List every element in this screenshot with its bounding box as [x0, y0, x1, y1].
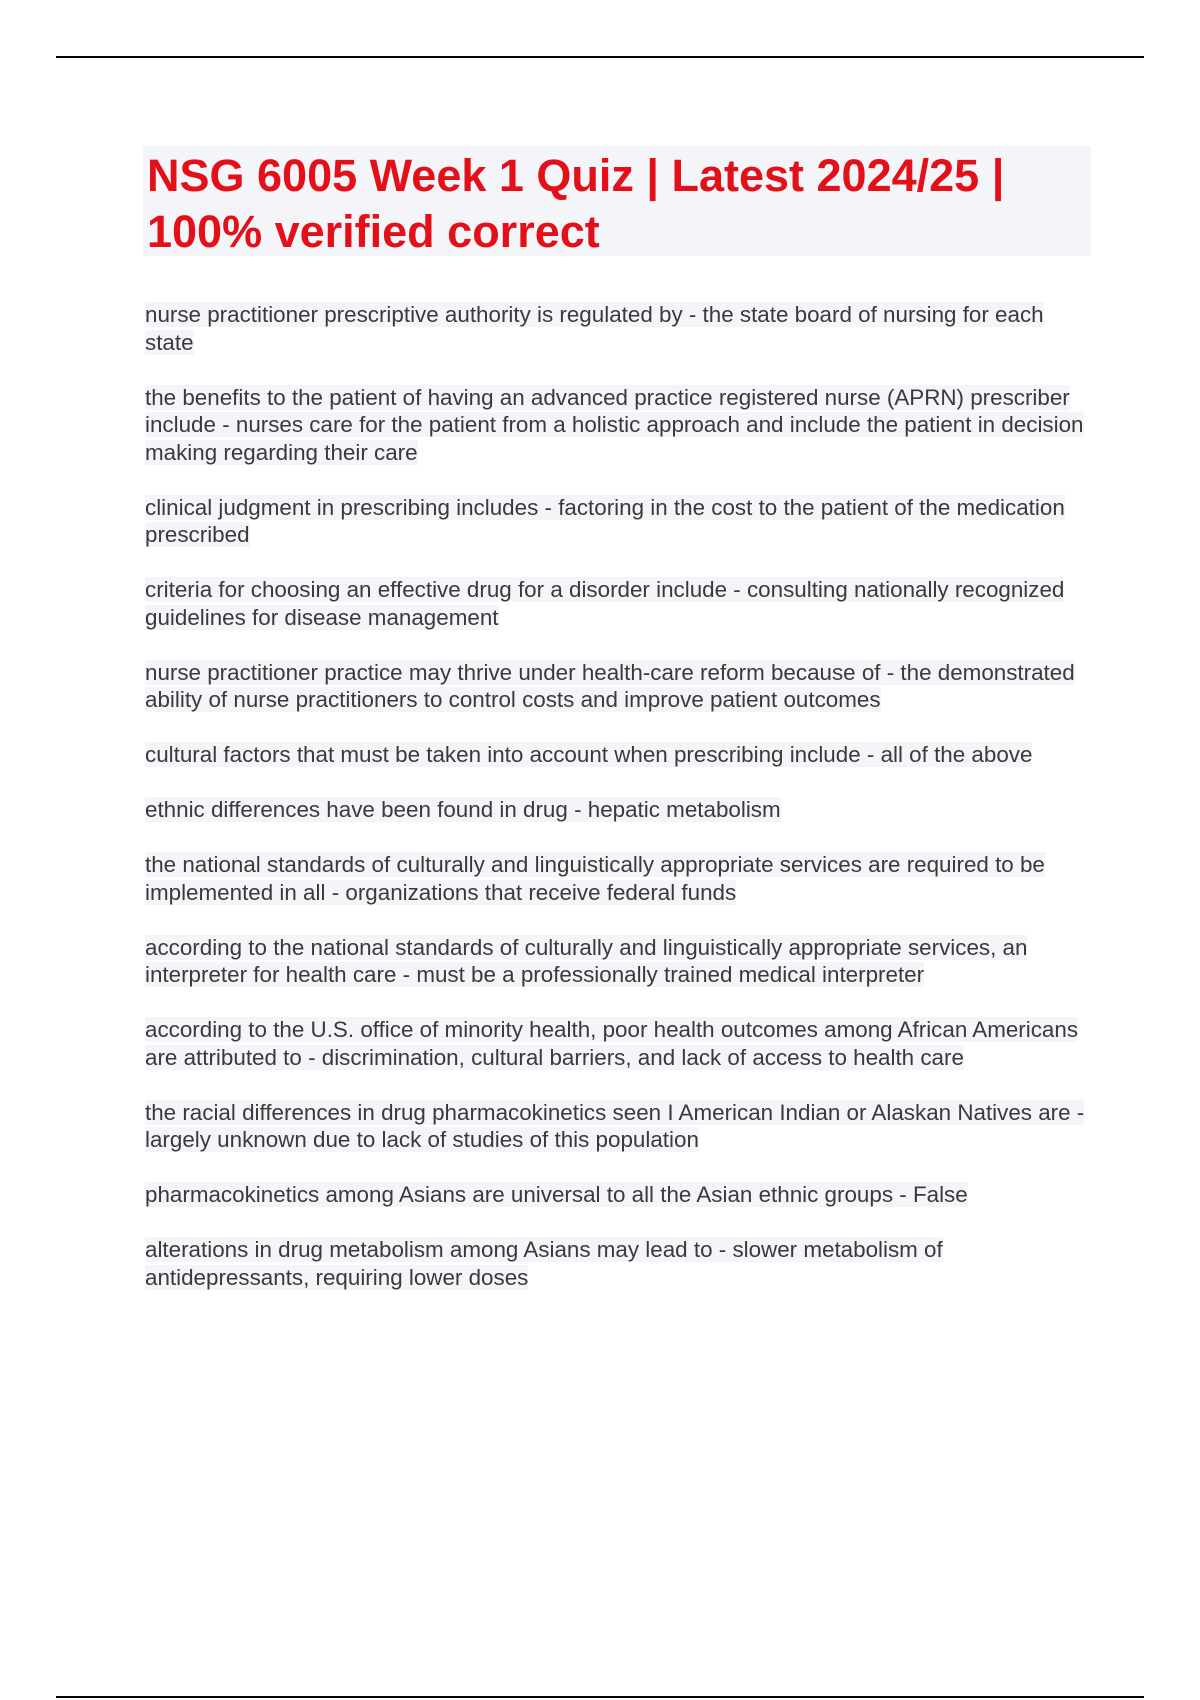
answer: consulting nationally recognized guidelines for disease management [145, 577, 1065, 630]
question: nurse practitioner prescriptive authority is regulated by [145, 302, 683, 327]
separator: - [301, 1044, 322, 1070]
page-title: NSG 6005 Week 1 Quiz | Latest 2024/25 | 100% verified correct [147, 150, 1005, 257]
qa-list [145, 301, 1085, 1319]
answer: nurses care for the patient from a holistic approach and include the patient in decision making regarding their care [145, 412, 1084, 465]
question: the benefits to the patient of having an advanced practice registered nurse (APRN) prescriber include [145, 384, 1070, 437]
qa-item [145, 384, 1085, 467]
qa-item [145, 796, 1085, 824]
qa-item [145, 934, 1085, 989]
separator: - [538, 494, 559, 520]
qa-item [145, 576, 1085, 631]
qa-item [145, 1099, 1085, 1154]
question: according to the U.S. office of minority health, poor health outcomes among African Americans are attributed to [145, 1017, 1079, 1070]
question: the racial differences in drug pharmacokinetics seen I American Indian or Alaskan Natives are [145, 1099, 1071, 1125]
question: according to the national standards of culturally and linguistically appropriate services, an interpreter for health care [145, 934, 1028, 987]
question: criteria for choosing an effective drug for a disorder include [145, 577, 728, 602]
answer: factoring in the cost to the patient of the medication prescribed [145, 494, 1065, 547]
question: nurse practitioner practice may thrive under health-care reform because of [145, 659, 881, 685]
answer: organizations that receive federal funds [345, 879, 737, 905]
separator: - [396, 962, 417, 987]
qa-item [145, 301, 1085, 356]
separator: - [1070, 1099, 1085, 1125]
answer: largely unknown due to lack of studies of this population [145, 1127, 699, 1152]
bottom-rule [56, 1696, 1144, 1698]
question: alterations in drug metabolism among Asians may lead to [145, 1237, 713, 1262]
top-rule [56, 56, 1144, 58]
qa-item [145, 741, 1085, 769]
qa-item [145, 1236, 1085, 1291]
question: pharmacokinetics among Asians are universal to all the Asian ethnic groups [145, 1182, 894, 1207]
separator: - [727, 577, 747, 602]
answer: the state board of nursing for each state [145, 302, 1044, 355]
answer: all of the above [880, 742, 1033, 767]
separator: - [860, 742, 881, 767]
separator: - [567, 797, 588, 822]
answer: the demonstrated ability of nurse practitioners to control costs and improve patient outcomes [145, 659, 1075, 712]
question: clinical judgment in prescribing includes [145, 494, 539, 520]
separator: - [325, 879, 346, 905]
qa-item [145, 851, 1085, 906]
answer: must be a professionally trained medical interpreter [416, 962, 925, 987]
question: cultural factors that must be taken into account when prescribing include [145, 742, 861, 767]
separator: - [215, 412, 236, 437]
separator: - [893, 1182, 913, 1207]
qa-item [145, 1016, 1085, 1071]
question: ethnic differences have been found in drug [145, 797, 568, 822]
title-block [143, 146, 1091, 256]
separator: - [682, 302, 703, 327]
separator: - [880, 659, 901, 685]
answer: False [912, 1182, 968, 1207]
qa-item [145, 1181, 1085, 1209]
qa-item [145, 659, 1085, 714]
answer: slower metabolism of antidepressants, requiring lower doses [145, 1237, 943, 1290]
question: the national standards of culturally and linguistically appropriate services are required to be implemented in all [145, 852, 1045, 905]
qa-item [145, 494, 1085, 549]
separator: - [712, 1237, 733, 1262]
answer: discrimination, cultural barriers, and lack of access to health care [321, 1044, 964, 1070]
answer: hepatic metabolism [587, 797, 781, 822]
